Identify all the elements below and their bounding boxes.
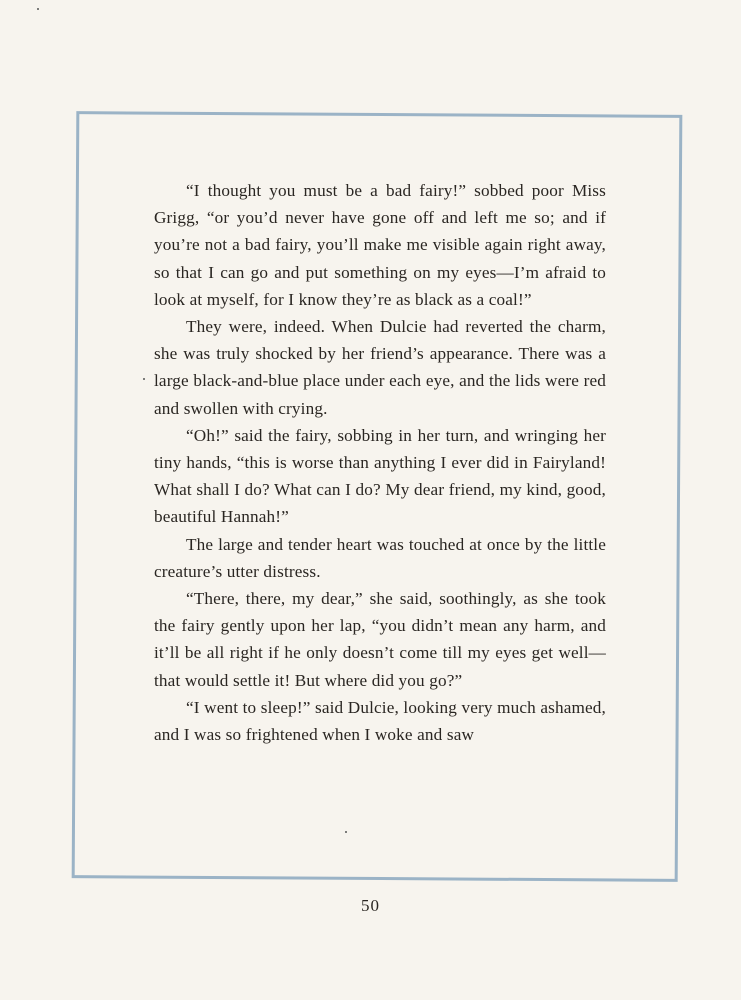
body-text bbox=[154, 177, 606, 748]
paragraph: “I went to sleep!” said Dulcie, looking very much ashamed, and I was so frightened when I woke and saw bbox=[154, 697, 606, 745]
paragraph: They were, indeed. When Dulcie had reverted the charm, she was truly shocked by her friend’s appearance. There was a large black-and-blue place under each eye, and the lids were red and swollen with crying. bbox=[154, 317, 606, 418]
paragraph: The large and tender heart was touched at once by the little creature’s utter distress. bbox=[154, 534, 606, 581]
paragraph: “I thought you must be a bad fairy!” sobbed poor Miss Grigg, “or you’d never have gone off and left me so; and if you’re not a bad fairy, you’ll make me visible again right away, so that I can go and put something on my eyes—I’m afraid to look at myself, for I know they’re as black as a coal!” bbox=[154, 181, 606, 309]
paper-speck bbox=[37, 8, 39, 10]
paragraph: “Oh!” said the fairy, sobbing in her turn, and wringing her tiny hands, “this is worse than anything I ever did in Fairyland! What shall I do? What can I do? My dear friend, my kind, good, beautiful Hannah!” bbox=[154, 425, 606, 527]
paragraph: “There, there, my dear,” she said, soothingly, as she took the fairy gently upon her lap, “you didn’t mean any harm, and it’ll be all right if he only doesn’t come till my eyes get well—that would settle it! But where did you go?” bbox=[154, 589, 606, 690]
page-number: 50 bbox=[361, 896, 380, 915]
